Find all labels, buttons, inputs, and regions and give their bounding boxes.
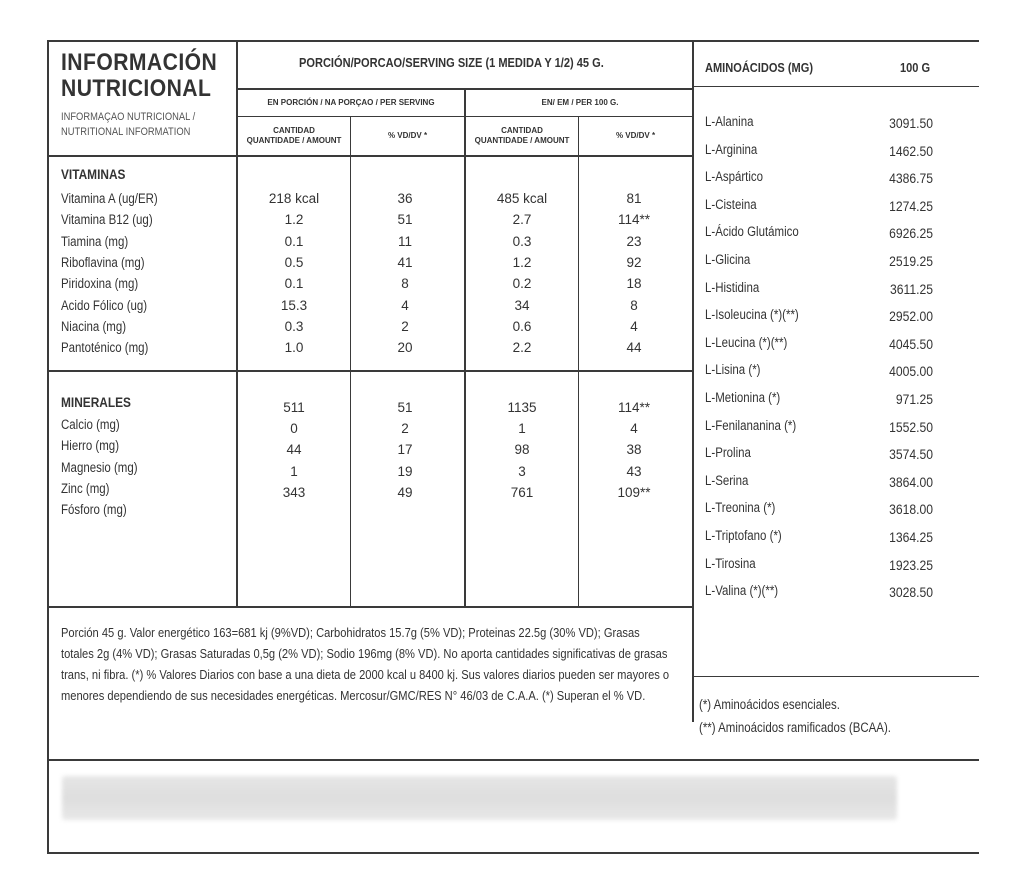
aminoacid-name: L-Metionina (*) <box>705 390 781 405</box>
col-amount-100-2: QUANTIDADE / AMOUNT <box>474 136 570 145</box>
minerals-heading-vd: 51 <box>397 400 413 415</box>
vitamin-amount: 15.3 <box>280 297 308 313</box>
minerals-heading: MINERALES <box>61 395 131 410</box>
vitamin-amount-100: 34 <box>514 297 530 313</box>
footnote-bottom-rule <box>47 759 979 761</box>
mineral-amount: 1 <box>290 463 298 479</box>
mineral-vd: 2 <box>401 421 409 436</box>
aminoacid-name: L-Isoleucina (*)(**) <box>705 307 799 323</box>
aminoacid-name: L-Valina (*)(**) <box>705 583 779 599</box>
col-amount-serving-1: CANTIDAD <box>273 126 315 135</box>
aminoacid-name: L-Alanina <box>705 114 754 129</box>
vitamin-vd: 20 <box>397 340 413 356</box>
vitamin-name: Niacina (mg) <box>61 318 127 334</box>
aminoacid-name: L-Treonina (*) <box>705 500 776 516</box>
col-vd-100: % VD/DV * <box>615 131 656 140</box>
mineral-vd-100: 38 <box>626 442 642 458</box>
aminoacid-value: 4386.75 <box>889 171 933 187</box>
bottom-rule <box>47 852 979 854</box>
mineral-name: Magnesio (mg) <box>61 459 138 475</box>
vitamin-amount-100: 0.3 <box>512 233 532 249</box>
vitamins-minerals-rule <box>47 370 694 372</box>
title-line-2: NUTRICIONAL <box>61 75 212 102</box>
vitamin-name: Riboflavina (mg) <box>61 254 145 270</box>
vitamin-amount-100: 1.2 <box>512 254 532 270</box>
columns-rule <box>47 155 694 157</box>
vitamins-heading: VITAMINAS <box>61 167 126 182</box>
mineral-name: Fósforo (mg) <box>61 502 127 518</box>
aminoacid-value: 1364.25 <box>889 530 933 545</box>
mineral-vd-100: 43 <box>626 463 642 479</box>
top-rule <box>47 40 979 42</box>
subtitle-line-1: INFORMAÇAO NUTRICIONAL / <box>61 111 196 123</box>
vitamin-name: Acido Fólico (ug) <box>61 297 148 313</box>
vitamin-name: Vitamina B12 (ug) <box>61 212 153 228</box>
col-amount-serving-2: QUANTIDADE / AMOUNT <box>246 136 342 145</box>
mineral-name: Zinc (mg) <box>61 480 110 496</box>
mineral-amount-100: 98 <box>514 442 530 458</box>
aminoacid-value: 1552.50 <box>889 419 933 435</box>
subheader-rule <box>236 116 694 117</box>
vitamin-vd-100: 8 <box>630 297 638 313</box>
amino-notes-rule <box>692 676 979 677</box>
mineral-vd: 49 <box>397 484 413 500</box>
blurred-area <box>62 776 897 820</box>
mineral-vd: 17 <box>397 442 413 458</box>
vitamin-amount-100: 2.7 <box>512 212 532 228</box>
serving-size-header: PORCIÓN/PORCAO/SERVING SIZE (1 MEDIDA Y 1/2) 45 G. <box>299 55 604 70</box>
aminoacid-value: 971.25 <box>895 392 933 407</box>
aminoacid-name: L-Triptofano (*) <box>705 528 782 543</box>
table-footer-rule <box>47 606 694 608</box>
mineral-vd-100: 109** <box>617 484 651 500</box>
mineral-amount: 343 <box>282 484 306 500</box>
mineral-vd-100: 4 <box>630 421 638 436</box>
mineral-amount: 44 <box>286 442 302 458</box>
vitamin-vd-100: 92 <box>626 254 642 270</box>
aminoacid-name: L-Lisina (*) <box>705 362 761 378</box>
mineral-amount-100: 761 <box>510 484 534 500</box>
vitamin-amount: 218 kcal <box>268 191 320 206</box>
aminoacid-value: 1462.50 <box>889 143 933 159</box>
mineral-name: Calcio (mg) <box>61 417 120 432</box>
vitamin-amount: 1.0 <box>284 340 304 356</box>
col-vd-serving: % VD/DV * <box>387 131 428 140</box>
vitamin-vd: 8 <box>401 276 409 292</box>
vitamin-vd: 51 <box>397 212 413 228</box>
divider-100-vd <box>578 116 579 606</box>
aminoacid-value: 1923.25 <box>889 557 933 573</box>
aminoacid-name: L-Prolina <box>705 445 751 461</box>
subtitle-line-2: NUTRITIONAL INFORMATION <box>61 126 191 138</box>
divider-serving-vd <box>350 116 351 606</box>
col-amount-100-1: CANTIDAD <box>501 126 543 135</box>
vitamin-vd: 2 <box>401 318 409 334</box>
vitamin-amount: 0.1 <box>284 276 304 292</box>
aminoacid-name: L-Ácido Glutámico <box>705 224 799 240</box>
aminoacid-name: L-Serina <box>705 472 749 488</box>
vitamin-amount-100: 2.2 <box>512 340 532 356</box>
aminoacid-name: L-Cisteina <box>705 196 757 212</box>
amino-header: AMINOÁCIDOS (MG) <box>705 60 814 75</box>
vitamin-vd-100: 81 <box>626 191 642 206</box>
mineral-name: Hierro (mg) <box>61 438 120 454</box>
aminoacid-value: 6926.25 <box>889 226 933 242</box>
aminoacid-name: L-Aspártico <box>705 169 764 185</box>
vitamin-vd: 41 <box>397 254 413 270</box>
aminoacid-name: L-Tirosina <box>705 555 756 571</box>
divider-title <box>236 40 238 606</box>
vitamin-vd: 11 <box>397 233 412 249</box>
vitamin-name: Tiamina (mg) <box>61 233 129 249</box>
vitamin-vd-100: 18 <box>626 276 642 292</box>
vitamin-vd-100: 114** <box>617 212 651 228</box>
mineral-amount: 0 <box>290 421 298 436</box>
vitamin-name: Pantoténico (mg) <box>61 340 149 356</box>
mineral-vd: 19 <box>397 463 413 479</box>
minerals-heading-amount-100: 1135 <box>507 400 537 415</box>
left-border <box>47 40 49 854</box>
title-line-1: INFORMACIÓN <box>61 49 218 76</box>
per-100g-header: EN/ EM / PER 100 G. <box>541 98 619 107</box>
vitamin-vd: 4 <box>401 297 409 313</box>
vitamin-name: Vitamina A (ug/ER) <box>61 191 158 206</box>
aminoacid-name: L-Leucina (*)(**) <box>705 334 788 350</box>
aminoacid-value: 3618.00 <box>889 502 933 518</box>
amino-note-bcaa: (**) Aminoácidos ramificados (BCAA). <box>699 720 891 735</box>
minerals-heading-vd-100: 114** <box>617 400 651 415</box>
aminoacid-name: L-Fenilananina (*) <box>705 417 797 433</box>
footnote-text: Porción 45 g. Valor energético 163=681 kj (9%VD); Carbohidratos 15.7g (5% VD); Proteinas 22.5g (30% VD); Grasas totales 2g (4% VD); Grasas Saturadas 0,5g (2% VD); Sodio 196mg (8% VD). No aporta cantidades significativas de grasas trans, ni fibra. (*) % Valores Diarios con base a una dieta de 2000 kcal u 8400 kj. Sus valores diarios pueden ser mayores o menores dependiendo de sus necesidades energéticas. Mercosur/GMC/RES N° 46/03 de C.A.A. (*) Superan el % VD. <box>61 625 670 703</box>
aminoacid-value: 2952.00 <box>889 309 933 325</box>
nutrition-label <box>47 40 979 854</box>
vitamin-amount-100: 0.6 <box>512 318 532 334</box>
minerals-heading-amount: 511 <box>283 400 305 415</box>
aminoacid-name: L-Glicina <box>705 252 751 267</box>
aminoacid-value: 2519.25 <box>889 254 933 269</box>
aminoacid-value: 4045.50 <box>889 336 933 352</box>
vitamin-name: Piridoxina (mg) <box>61 276 139 292</box>
amino-header-value: 100 G <box>900 60 931 75</box>
mineral-amount-100: 1 <box>518 421 526 436</box>
vitamin-amount-100: 0.2 <box>512 276 532 292</box>
divider-mid <box>464 88 466 606</box>
per-serving-header: EN PORCIÓN / NA PORÇAO / PER SERVING <box>267 98 435 107</box>
aminoacid-value: 3611.25 <box>889 281 933 297</box>
vitamin-vd-100: 23 <box>626 233 642 249</box>
vitamin-amount: 1.2 <box>284 212 304 228</box>
vitamin-vd: 36 <box>397 191 413 206</box>
aminoacid-value: 3864.00 <box>889 474 933 490</box>
vitamin-amount: 0.3 <box>284 318 304 334</box>
aminoacid-value: 3091.50 <box>889 116 933 131</box>
vitamin-amount-100: 485 kcal <box>496 191 548 206</box>
aminoacid-name: L-Arginina <box>705 141 758 157</box>
vitamin-vd-100: 4 <box>630 318 638 334</box>
aminoacid-value: 4005.00 <box>889 364 933 380</box>
amino-note-essential: (*) Aminoácidos esenciales. <box>699 697 840 712</box>
mineral-amount-100: 3 <box>518 463 526 479</box>
aminoacid-value: 3028.50 <box>889 585 933 601</box>
vitamin-amount: 0.1 <box>284 233 304 249</box>
aminoacid-name: L-Histidina <box>705 279 760 295</box>
aminoacid-value: 1274.25 <box>889 198 933 214</box>
divider-amino <box>692 40 694 722</box>
serving-header-rule <box>236 88 694 90</box>
aminoacid-value: 3574.50 <box>889 447 933 463</box>
vitamin-amount: 0.5 <box>284 254 304 270</box>
amino-header-rule <box>692 86 979 87</box>
vitamin-vd-100: 44 <box>626 340 642 356</box>
